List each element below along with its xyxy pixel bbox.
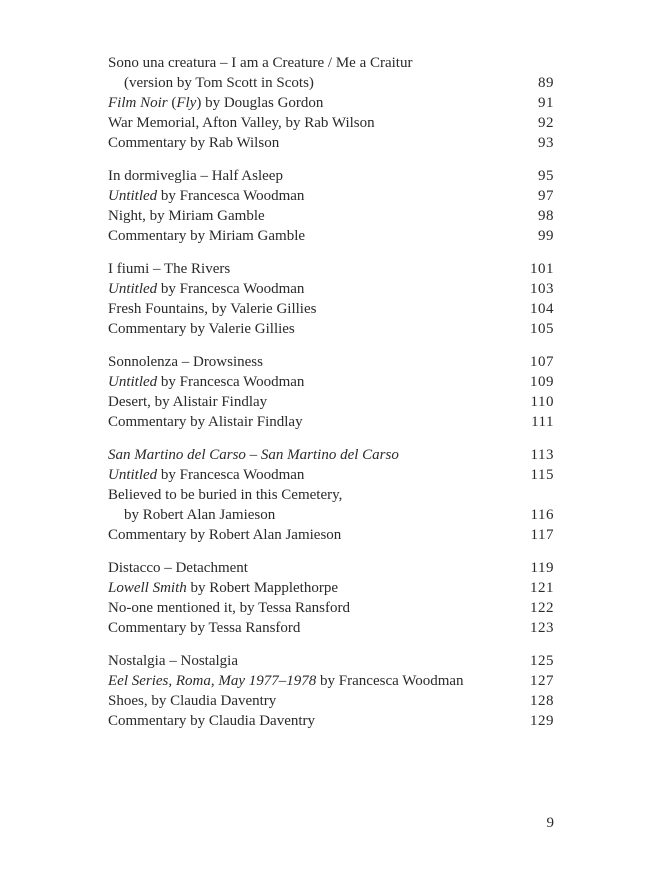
- title-segment: Desert, by Alistair Findlay: [108, 394, 268, 410]
- title-segment: by Robert Mapplethorpe: [186, 580, 338, 596]
- toc-entry[interactable]: [108, 299, 554, 319]
- title-segment-italic: Eel Series, Roma, May 1977–1978: [108, 673, 317, 689]
- toc-entry[interactable]: [108, 578, 554, 598]
- title-segment: Fresh Fountains, by Valerie Gillies: [108, 301, 317, 317]
- toc-entry[interactable]: [108, 352, 554, 372]
- title-segment: Shoes, by Claudia Daventry: [108, 693, 277, 709]
- toc-entry[interactable]: [108, 372, 554, 392]
- entry-page-number: 115: [530, 467, 554, 483]
- entry-title: [108, 525, 341, 545]
- title-segment: Sonnolenza – Drowsiness: [108, 354, 263, 370]
- toc-section: [108, 445, 554, 545]
- title-segment-italic: Lowell Smith: [108, 580, 187, 596]
- entry-title: [108, 578, 338, 598]
- title-segment: Distacco – Detachment: [108, 560, 248, 576]
- toc-entry[interactable]: [108, 93, 554, 113]
- entry-page-number: 105: [530, 321, 554, 337]
- entry-title: [108, 299, 316, 319]
- toc-section: [108, 53, 554, 153]
- entry-title: [108, 671, 464, 691]
- title-segment: by Francesca Woodman: [157, 188, 305, 204]
- entry-title: [108, 598, 350, 618]
- toc-entry[interactable]: [108, 73, 554, 93]
- entry-page-number: 122: [530, 600, 554, 616]
- entry-page-number: 127: [530, 673, 554, 689]
- toc-entry[interactable]: [108, 392, 554, 412]
- title-segment: by Francesca Woodman: [316, 673, 464, 689]
- toc-entry[interactable]: [108, 133, 554, 153]
- entry-title: [108, 372, 304, 392]
- entry-page-number: 113: [530, 447, 554, 463]
- toc-entry[interactable]: [108, 206, 554, 226]
- title-segment: War Memorial, Afton Valley, by Rab Wilson: [108, 115, 375, 131]
- title-segment: Night, by Miriam Gamble: [108, 208, 265, 224]
- entry-page-number: 111: [531, 414, 554, 430]
- entry-page-number: 110: [530, 394, 554, 410]
- title-segment-italic: Film Noir: [108, 95, 168, 111]
- entry-page-number: 91: [538, 95, 554, 111]
- title-segment: In dormiveglia – Half Asleep: [108, 168, 283, 184]
- entry-title: [108, 53, 412, 73]
- entry-page-number: 99: [538, 228, 554, 244]
- toc-section: [108, 651, 554, 731]
- title-segment: Commentary by Miriam Gamble: [108, 228, 306, 244]
- entry-page-number: 95: [538, 168, 554, 184]
- title-segment-italic: Untitled: [108, 188, 158, 204]
- title-segment: Nostalgia – Nostalgia: [108, 653, 238, 669]
- entry-title: [108, 319, 295, 339]
- title-segment-italic: San Martino del Carso – San Martino del Carso: [108, 447, 399, 463]
- toc-entry[interactable]: [108, 113, 554, 133]
- toc-entry[interactable]: [108, 279, 554, 299]
- entry-page-number: 107: [530, 354, 554, 370]
- entry-title: [108, 259, 230, 279]
- entry-title: [108, 166, 283, 186]
- title-segment: Sono una creatura – I am a Creature / Me a Craitur: [108, 55, 413, 71]
- title-segment: by Francesca Woodman: [157, 374, 305, 390]
- toc-entry[interactable]: [108, 186, 554, 206]
- toc-section: [108, 558, 554, 638]
- toc-entry[interactable]: [108, 53, 554, 73]
- entry-title: [108, 412, 303, 432]
- title-segment: Believed to be buried in this Cemetery,: [108, 487, 343, 503]
- title-segment: Commentary by Claudia Daventry: [108, 713, 316, 729]
- entry-title: [108, 392, 267, 412]
- entry-page-number: 104: [530, 301, 554, 317]
- entry-title: [108, 711, 315, 731]
- toc-entry[interactable]: [108, 558, 554, 578]
- toc-section: [108, 352, 554, 432]
- entry-page-number: 125: [530, 653, 554, 669]
- title-segment-italic: Untitled: [108, 467, 158, 483]
- toc-entry[interactable]: [108, 166, 554, 186]
- entry-page-number: 128: [530, 693, 554, 709]
- title-segment: No-one mentioned it, by Tessa Ransford: [108, 600, 350, 616]
- toc-entry[interactable]: [108, 226, 554, 246]
- toc-entry[interactable]: [108, 711, 554, 731]
- entry-title: [108, 279, 304, 299]
- title-segment: Commentary by Rab Wilson: [108, 135, 280, 151]
- entry-page-number: 121: [530, 580, 554, 596]
- toc-section: [108, 166, 554, 246]
- title-segment: Commentary by Alistair Findlay: [108, 414, 303, 430]
- entry-page-number: 89: [538, 75, 554, 91]
- toc-entry[interactable]: [108, 671, 554, 691]
- entry-page-number: 92: [538, 115, 554, 131]
- toc-entry[interactable]: [108, 412, 554, 432]
- entry-title: [108, 73, 314, 93]
- entry-page-number: 129: [530, 713, 554, 729]
- title-segment: (version by Tom Scott in Scots): [124, 75, 314, 91]
- entry-title: [108, 445, 399, 465]
- entry-page-number: 97: [538, 188, 554, 204]
- entry-title: [108, 485, 342, 505]
- entry-title: [108, 558, 248, 578]
- toc-entry[interactable]: [108, 525, 554, 545]
- toc-entry[interactable]: [108, 445, 554, 465]
- entry-title: [108, 505, 275, 525]
- title-segment: by Francesca Woodman: [157, 467, 305, 483]
- title-segment: Commentary by Robert Alan Jamieson: [108, 527, 342, 543]
- entry-title: [108, 206, 265, 226]
- toc-entry[interactable]: [108, 465, 554, 485]
- entry-page-number: 101: [530, 261, 554, 277]
- entry-page-number: 123: [530, 620, 554, 636]
- entry-title: [108, 226, 305, 246]
- entry-title: [108, 113, 375, 133]
- entry-page-number: 117: [530, 527, 554, 543]
- entry-title: [108, 93, 323, 113]
- toc-entry[interactable]: [108, 259, 554, 279]
- entry-title: [108, 691, 276, 711]
- entry-page-number: 116: [530, 507, 554, 523]
- entry-title: [108, 618, 300, 638]
- title-segment: Commentary by Valerie Gillies: [108, 321, 295, 337]
- table-of-contents: [108, 53, 554, 744]
- entry-title: [108, 186, 304, 206]
- entry-title: [108, 465, 304, 485]
- toc-entry[interactable]: [108, 505, 554, 525]
- toc-entry[interactable]: [108, 691, 554, 711]
- title-segment-italic: Untitled: [108, 281, 158, 297]
- toc-entry[interactable]: [108, 618, 554, 638]
- title-segment: I fiumi – The Rivers: [108, 261, 231, 277]
- title-segment: by Robert Alan Jamieson: [124, 507, 276, 523]
- toc-entry[interactable]: [108, 485, 554, 505]
- title-segment: (: [167, 95, 177, 111]
- title-segment: ) by Douglas Gordon: [196, 95, 324, 111]
- entry-page-number: 109: [530, 374, 554, 390]
- toc-entry[interactable]: [108, 319, 554, 339]
- entry-page-number: 119: [530, 560, 554, 576]
- title-segment: Commentary by Tessa Ransford: [108, 620, 301, 636]
- title-segment-italic: Fly: [176, 95, 197, 111]
- title-segment-italic: Untitled: [108, 374, 158, 390]
- entry-title: [108, 352, 263, 372]
- title-segment: by Francesca Woodman: [157, 281, 305, 297]
- toc-section: [108, 259, 554, 339]
- entry-page-number: 93: [538, 135, 554, 151]
- toc-entry[interactable]: [108, 651, 554, 671]
- toc-entry[interactable]: [108, 598, 554, 618]
- page-number: 9: [546, 815, 554, 831]
- entry-title: [108, 651, 238, 671]
- entry-title: [108, 133, 279, 153]
- entry-page-number: 98: [538, 208, 554, 224]
- entry-page-number: 103: [530, 281, 554, 297]
